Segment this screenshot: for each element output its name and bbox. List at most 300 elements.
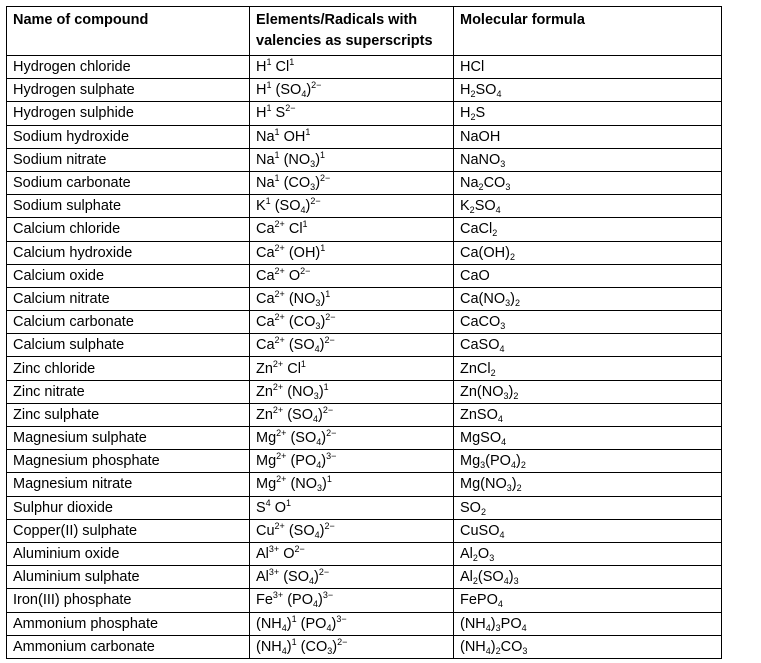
formula-text: (CO <box>284 314 316 331</box>
atom-count-subscript: 4 <box>503 576 509 587</box>
valency-superscript: 1 <box>320 149 326 160</box>
elements-radicals-cell <box>250 357 454 380</box>
molecular-formula-cell <box>454 311 722 334</box>
compound-name-cell: Ammonium carbonate <box>7 635 250 658</box>
elements-radicals-cell <box>250 566 454 589</box>
header-name-of-compound: Name of compound <box>7 7 250 56</box>
formula-text: H <box>256 82 267 99</box>
atom-count-subscript: 3 <box>513 576 519 587</box>
formula-text: K <box>256 198 266 215</box>
valency-superscript: 2+ <box>274 242 285 253</box>
table-body <box>7 56 722 659</box>
formula-text: ) <box>286 638 292 655</box>
molecular-formula-cell <box>454 102 722 125</box>
atom-count-subscript: 4 <box>510 460 516 471</box>
formula-text: CO <box>500 638 523 655</box>
compound-name-cell: Magnesium phosphate <box>7 450 250 473</box>
formula-text: ) <box>320 314 326 331</box>
formula-text: ) <box>331 615 337 632</box>
molecular-formula-cell <box>454 218 722 241</box>
formula-text: Fe <box>256 592 273 609</box>
valency-superscript: 2+ <box>274 219 285 230</box>
atom-count-subscript: 2 <box>472 576 478 587</box>
molecular-formula-cell <box>454 148 722 171</box>
elements-radicals-cell <box>250 403 454 426</box>
formula-text: H <box>256 105 267 122</box>
compound-name-cell: Ammonium phosphate <box>7 612 250 635</box>
formula-text: OH <box>279 128 306 145</box>
formula-text: (NH <box>460 638 486 655</box>
table-row <box>7 311 722 334</box>
elements-radicals-cell <box>250 218 454 241</box>
atom-count-subscript: 2 <box>478 182 484 193</box>
atom-count-subscript: 3 <box>327 645 333 656</box>
compound-name-cell: Sodium nitrate <box>7 148 250 171</box>
formula-text: ) <box>515 453 521 470</box>
formula-text: S <box>271 105 286 122</box>
valency-superscript: 2+ <box>276 474 287 485</box>
valency-superscript: 3− <box>336 613 347 624</box>
formula-text: (NO <box>284 290 316 307</box>
valency-superscript: 2− <box>318 567 330 578</box>
compound-name-cell: Sodium carbonate <box>7 171 250 194</box>
molecular-formula-cell <box>454 427 722 450</box>
compound-name-cell: Copper(II) sulphate <box>7 519 250 542</box>
formula-text: (NH <box>256 638 282 655</box>
valency-superscript: 1 <box>286 497 292 508</box>
table-row <box>7 241 722 264</box>
atom-count-subscript: 2 <box>490 367 496 378</box>
valency-superscript: 1 <box>265 196 271 207</box>
formula-text: (PO <box>283 592 313 609</box>
atom-count-subscript: 3 <box>503 390 509 401</box>
elements-radicals-cell <box>250 612 454 635</box>
elements-radicals-cell <box>250 79 454 102</box>
formula-text: (NO <box>279 151 311 168</box>
table-row <box>7 264 722 287</box>
formula-text: Zn <box>256 360 273 377</box>
formula-text: Ca(OH) <box>460 244 510 261</box>
molecular-formula-cell <box>454 450 722 473</box>
atom-count-subscript: 4 <box>326 622 332 633</box>
elements-radicals-cell <box>250 171 454 194</box>
formula-text: (SO <box>270 198 301 215</box>
atom-count-subscript: 3 <box>505 297 511 308</box>
valency-superscript: 2− <box>324 520 335 531</box>
atom-count-subscript: 4 <box>313 599 319 610</box>
compound-name-cell: Magnesium sulphate <box>7 427 250 450</box>
formula-text: ZnCl <box>460 360 491 377</box>
valency-superscript: 2+ <box>274 288 285 299</box>
atom-count-subscript: 4 <box>314 529 320 540</box>
formula-text: SO <box>460 499 481 516</box>
atom-count-subscript: 4 <box>314 344 320 355</box>
molecular-formula-cell <box>454 125 722 148</box>
formula-text: CaCO <box>460 314 501 331</box>
valency-superscript: 2− <box>326 428 337 439</box>
formula-text: ) <box>490 638 496 655</box>
molecular-formula-cell <box>454 380 722 403</box>
atom-count-subscript: 2 <box>470 89 476 100</box>
elements-radicals-cell <box>250 195 454 218</box>
formula-text: H <box>460 105 471 122</box>
molecular-formula-cell <box>454 79 722 102</box>
formula-text: Ca(NO <box>460 290 506 307</box>
formula-text: O <box>270 499 286 516</box>
elements-radicals-cell <box>250 542 454 565</box>
atom-count-subscript: 3 <box>495 622 501 633</box>
atom-count-subscript: 4 <box>499 529 505 540</box>
formula-text: PO <box>500 615 522 632</box>
formula-text: Cl <box>283 360 301 377</box>
table-row <box>7 496 722 519</box>
valency-superscript: 1 <box>323 381 329 392</box>
compound-name-cell: Calcium sulphate <box>7 334 250 357</box>
formula-text: ) <box>306 82 312 99</box>
elements-radicals-cell <box>250 380 454 403</box>
formula-text: (CO <box>296 638 328 655</box>
molecular-formula-cell <box>454 241 722 264</box>
valency-superscript: 1 <box>291 613 297 624</box>
valency-superscript: 1 <box>305 126 311 137</box>
atom-count-subscript: 4 <box>281 622 287 633</box>
formula-text: Al <box>256 546 269 563</box>
compound-name-cell: Hydrogen chloride <box>7 56 250 79</box>
atom-count-subscript: 4 <box>485 645 491 656</box>
atom-count-subscript: 4 <box>308 576 314 587</box>
formula-text: ) <box>511 476 517 493</box>
atom-count-subscript: 3 <box>310 182 316 193</box>
elements-radicals-cell <box>250 427 454 450</box>
table-row <box>7 171 722 194</box>
valency-superscript: 3− <box>322 590 334 601</box>
formula-text: NaNO <box>460 151 501 168</box>
formula-text: Cl <box>271 59 290 76</box>
formula-text: (SO <box>477 569 504 586</box>
header-molecular-formula: Molecular formula <box>454 7 722 56</box>
atom-count-subscript: 2 <box>516 483 522 494</box>
compound-name-cell: Calcium hydroxide <box>7 241 250 264</box>
formula-text: Ca <box>256 290 275 307</box>
formula-text: ) <box>318 406 323 423</box>
valency-superscript: 1 <box>274 173 280 184</box>
atom-count-subscript: 3 <box>315 321 321 332</box>
compound-name-cell: Sodium sulphate <box>7 195 250 218</box>
formula-text: Na <box>460 175 479 192</box>
formula-text: FePO <box>460 592 498 609</box>
atom-count-subscript: 4 <box>499 344 505 355</box>
formula-text: O <box>284 267 301 284</box>
elements-radicals-cell <box>250 56 454 79</box>
formula-text: (NH <box>256 615 282 632</box>
atom-count-subscript: 3 <box>313 390 319 401</box>
atom-count-subscript: 3 <box>522 645 528 656</box>
valency-superscript: 2+ <box>272 381 284 392</box>
elements-radicals-cell <box>250 589 454 612</box>
valency-superscript: 2− <box>324 335 335 346</box>
atom-count-subscript: 4 <box>485 622 491 633</box>
elements-radicals-cell <box>250 125 454 148</box>
elements-radicals-cell <box>250 334 454 357</box>
molecular-formula-cell <box>454 357 722 380</box>
formula-text: Cu <box>256 522 275 539</box>
atom-count-subscript: 3 <box>505 182 511 193</box>
formula-text: (PO <box>296 615 327 632</box>
atom-count-subscript: 2 <box>492 228 498 239</box>
valency-superscript: 1 <box>266 57 272 68</box>
atom-count-subscript: 2 <box>472 553 478 564</box>
elements-radicals-cell <box>250 450 454 473</box>
formula-text: Zn <box>256 406 273 423</box>
formula-text: (SO <box>279 569 309 586</box>
valency-superscript: 1 <box>289 57 295 68</box>
table-row <box>7 148 722 171</box>
molecular-formula-cell <box>454 334 722 357</box>
atom-count-subscript: 3 <box>310 158 316 169</box>
table-row <box>7 450 722 473</box>
compound-name-cell: Magnesium nitrate <box>7 473 250 496</box>
formula-text: Zn(NO <box>460 383 504 400</box>
compound-name-cell: Calcium chloride <box>7 218 250 241</box>
formula-text: CuSO <box>460 522 500 539</box>
formula-text: CaO <box>460 267 490 284</box>
valency-superscript: 1 <box>320 242 326 253</box>
atom-count-subscript: 3 <box>315 297 321 308</box>
atom-count-subscript: 2 <box>509 251 515 262</box>
formula-text: (SO <box>284 522 315 539</box>
valency-superscript: 2+ <box>274 312 285 323</box>
table-row <box>7 334 722 357</box>
atom-count-subscript: 4 <box>497 413 503 424</box>
table-row <box>7 357 722 380</box>
header-row <box>7 7 722 56</box>
compound-name-cell: Zinc nitrate <box>7 380 250 403</box>
formula-text: ) <box>322 476 327 493</box>
formula-text: ) <box>305 198 311 215</box>
formula-text: CO <box>483 175 506 192</box>
compound-name-cell: Calcium nitrate <box>7 287 250 310</box>
formula-text: ) <box>315 151 321 168</box>
molecular-formula-cell <box>454 566 722 589</box>
atom-count-subscript: 2 <box>520 460 526 471</box>
formula-text: Na <box>256 128 275 145</box>
elements-radicals-cell <box>250 241 454 264</box>
compound-name-cell: Zinc sulphate <box>7 403 250 426</box>
formula-text: Al <box>256 569 269 586</box>
formula-text: (PO <box>286 453 317 470</box>
formula-text: ) <box>510 290 515 307</box>
elements-radicals-cell <box>250 519 454 542</box>
valency-superscript: 2− <box>337 636 348 647</box>
compound-name-cell: Iron(III) phosphate <box>7 589 250 612</box>
formula-text: ) <box>319 522 325 539</box>
formula-text: S <box>256 499 266 516</box>
valency-superscript: 1 <box>266 103 272 114</box>
table-row <box>7 195 722 218</box>
valency-superscript: 2− <box>311 80 322 91</box>
formula-text: SO <box>475 82 497 99</box>
compound-name-cell: Hydrogen sulphide <box>7 102 250 125</box>
valency-superscript: 3− <box>326 451 337 462</box>
valency-superscript: 3+ <box>272 590 284 601</box>
atom-count-subscript: 4 <box>495 205 501 216</box>
formula-text: ) <box>318 592 323 609</box>
formula-text: Ca <box>256 337 275 354</box>
valency-superscript: 4 <box>265 497 271 508</box>
valency-superscript: 2− <box>320 173 331 184</box>
valency-superscript: 2+ <box>274 520 285 531</box>
valency-superscript: 1 <box>274 149 280 160</box>
valency-superscript: 2− <box>294 544 305 555</box>
formula-text: CaCl <box>460 221 493 238</box>
formula-text: CaSO <box>460 337 500 354</box>
valency-superscript: 3+ <box>268 544 280 555</box>
atom-count-subscript: 2 <box>495 645 501 656</box>
molecular-formula-cell <box>454 542 722 565</box>
table-row <box>7 589 722 612</box>
formula-text: HCl <box>460 59 485 76</box>
molecular-formula-cell <box>454 519 722 542</box>
valency-superscript: 2− <box>310 196 321 207</box>
formula-text: SO <box>474 198 496 215</box>
atom-count-subscript: 4 <box>300 205 306 216</box>
formula-text: (OH) <box>284 244 321 261</box>
compound-name-cell: Sulphur dioxide <box>7 496 250 519</box>
compound-name-cell: Aluminium sulphate <box>7 566 250 589</box>
table-row <box>7 79 722 102</box>
atom-count-subscript: 2 <box>514 297 520 308</box>
atom-count-subscript: 3 <box>317 483 323 494</box>
formula-text: H <box>256 59 267 76</box>
formula-text: ) <box>320 290 326 307</box>
valency-superscript: 2+ <box>272 358 284 369</box>
formula-text: Mg <box>256 430 277 447</box>
elements-radicals-cell <box>250 311 454 334</box>
formula-text: O <box>477 546 490 563</box>
molecular-formula-cell <box>454 195 722 218</box>
molecular-formula-cell <box>454 56 722 79</box>
formula-text: ) <box>321 453 327 470</box>
formula-text: Zn <box>256 383 273 400</box>
atom-count-subscript: 4 <box>281 645 287 656</box>
valency-superscript: 2+ <box>276 428 287 439</box>
formula-text: (PO <box>485 453 511 470</box>
valency-superscript: 2− <box>322 404 334 415</box>
table-row <box>7 125 722 148</box>
formula-text: (SO <box>271 82 302 99</box>
compounds-table <box>6 6 722 659</box>
atom-count-subscript: 3 <box>500 321 506 332</box>
valency-superscript: 1 <box>266 80 272 91</box>
formula-text: Mg <box>256 453 277 470</box>
valency-superscript: 1 <box>274 126 280 137</box>
atom-count-subscript: 3 <box>480 460 486 471</box>
formula-text: (SO <box>284 337 315 354</box>
atom-count-subscript: 2 <box>470 112 476 123</box>
atom-count-subscript: 4 <box>316 460 322 471</box>
table-row <box>7 427 722 450</box>
molecular-formula-cell <box>454 171 722 194</box>
formula-text: Al <box>460 569 473 586</box>
atom-count-subscript: 4 <box>501 437 507 448</box>
valency-superscript: 1 <box>325 288 331 299</box>
elements-radicals-cell <box>250 635 454 658</box>
compound-name-cell: Zinc chloride <box>7 357 250 380</box>
formula-text: Ca <box>256 244 275 261</box>
table-row <box>7 287 722 310</box>
formula-text: ) <box>286 615 292 632</box>
compound-name-cell: Aluminium oxide <box>7 542 250 565</box>
formula-text: ) <box>508 569 514 586</box>
formula-text: Mg <box>256 476 277 493</box>
formula-text: O <box>279 546 295 563</box>
molecular-formula-cell <box>454 635 722 658</box>
formula-text: Ca <box>256 314 275 331</box>
formula-text: Na <box>256 175 275 192</box>
table-row <box>7 612 722 635</box>
formula-text: (CO <box>279 175 311 192</box>
atom-count-subscript: 4 <box>313 413 319 424</box>
formula-text: ) <box>319 337 325 354</box>
formula-text: ) <box>318 383 324 400</box>
valency-superscript: 1 <box>302 219 308 230</box>
formula-text: Mg <box>460 453 481 470</box>
valency-superscript: 1 <box>326 474 332 485</box>
atom-count-subscript: 4 <box>316 437 322 448</box>
formula-text: (NO <box>283 383 314 400</box>
formula-text: K <box>460 198 470 215</box>
atom-count-subscript: 4 <box>497 599 503 610</box>
elements-radicals-cell <box>250 148 454 171</box>
formula-text: ZnSO <box>460 406 498 423</box>
molecular-formula-cell <box>454 403 722 426</box>
atom-count-subscript: 4 <box>496 89 502 100</box>
formula-text: ) <box>315 175 321 192</box>
molecular-formula-cell <box>454 264 722 287</box>
formula-text: S <box>475 105 486 122</box>
table-row <box>7 542 722 565</box>
table-row <box>7 102 722 125</box>
atom-count-subscript: 3 <box>506 483 512 494</box>
valency-superscript: 2− <box>300 265 311 276</box>
table-row <box>7 473 722 496</box>
valency-superscript: 2+ <box>272 404 284 415</box>
valency-superscript: 2+ <box>276 451 287 462</box>
atom-count-subscript: 4 <box>301 89 307 100</box>
table-row <box>7 519 722 542</box>
elements-radicals-cell <box>250 287 454 310</box>
valency-superscript: 1 <box>300 358 306 369</box>
valency-superscript: 2− <box>325 312 336 323</box>
molecular-formula-cell <box>454 496 722 519</box>
formula-text: Al <box>460 546 473 563</box>
valency-superscript: 3+ <box>268 567 280 578</box>
formula-text: ) <box>508 383 514 400</box>
compound-name-cell: Calcium oxide <box>7 264 250 287</box>
molecular-formula-cell <box>454 473 722 496</box>
formula-text: (NO <box>286 476 318 493</box>
formula-text: (SO <box>283 406 313 423</box>
atom-count-subscript: 2 <box>480 506 486 517</box>
atom-count-subscript: 4 <box>521 622 527 633</box>
formula-text: Ca <box>256 221 275 238</box>
formula-text: (SO <box>286 430 317 447</box>
formula-text: ) <box>314 569 319 586</box>
compound-name-cell: Calcium carbonate <box>7 311 250 334</box>
molecular-formula-cell <box>454 612 722 635</box>
atom-count-subscript: 2 <box>469 205 475 216</box>
formula-text: MgSO <box>460 430 502 447</box>
